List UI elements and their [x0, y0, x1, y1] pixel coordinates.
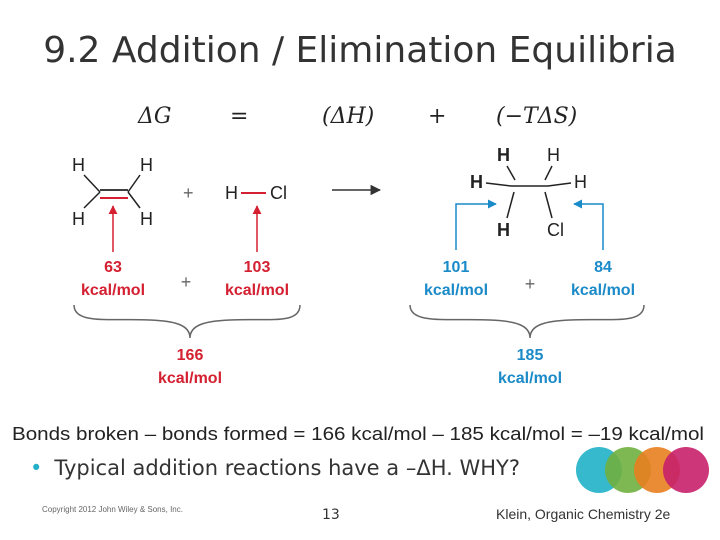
atom-cl: Cl [547, 220, 564, 240]
sum-unit: kcal/mol [497, 370, 563, 387]
energy-unit: kcal/mol [570, 282, 636, 299]
bond-line [128, 192, 140, 208]
atom-cl: Cl [270, 183, 287, 203]
bond-line [545, 192, 552, 218]
atom-h: H [497, 220, 510, 240]
bond-formed-arrow [574, 204, 603, 250]
slide-title: 9.2 Addition / Elimination Equilibria [43, 30, 677, 71]
atom-h: H [72, 155, 85, 175]
bond-line [507, 166, 515, 180]
page-number: 13 [322, 507, 340, 523]
energy-unit: kcal/mol [80, 282, 146, 299]
bond-line [84, 175, 100, 192]
equals-sign: = [230, 104, 249, 129]
bond-line [128, 175, 140, 192]
bond-formed-arrow [456, 204, 496, 250]
atom-h: H [574, 172, 587, 192]
bond-line [548, 183, 571, 186]
bullet-marker-icon: • [30, 456, 43, 480]
left-sum-brace [74, 305, 300, 338]
bond-line [507, 192, 514, 218]
hcl-molecule [225, 183, 287, 203]
atom-h: H [547, 145, 560, 165]
delta-g-label: ΔG [138, 104, 172, 129]
circle-icon [663, 447, 709, 493]
sum-value: 166 [176, 347, 204, 364]
sum-value: 185 [516, 347, 544, 364]
bond-line [545, 166, 552, 180]
delta-h-term: (ΔH) [322, 104, 375, 129]
bullet-point [30, 456, 520, 480]
energy-value: 103 [243, 259, 271, 276]
plus-sign: + [428, 104, 447, 129]
energy-unit: kcal/mol [423, 282, 489, 299]
plus-sign: + [183, 183, 194, 203]
gibbs-equation [137, 104, 577, 129]
chloroethane-molecule [470, 145, 587, 240]
right-sum-brace [410, 305, 644, 338]
atom-h: H [497, 145, 510, 165]
plus-sign: + [180, 272, 192, 292]
energy-value: 63 [104, 259, 122, 276]
footer-reference: Klein, Organic Chemistry 2e [496, 506, 671, 522]
atom-h: H [140, 209, 153, 229]
copyright-text: Copyright 2012 John Wiley & Sons, Inc. [42, 505, 183, 514]
atom-h: H [225, 183, 238, 203]
bond-line [84, 192, 100, 208]
sum-unit: kcal/mol [157, 370, 223, 387]
energy-value: 84 [594, 259, 612, 276]
atom-h: H [140, 155, 153, 175]
bullet-text: Typical addition reactions have a –ΔH. WHY? [54, 456, 520, 480]
bond-energy-summary: Bonds broken – bonds formed = 166 kcal/mol – 185 kcal/mol = –19 kcal/mol [12, 424, 704, 444]
plus-sign: + [524, 274, 536, 294]
energy-unit: kcal/mol [224, 282, 290, 299]
atom-h: H [470, 172, 483, 192]
energy-value: 101 [442, 259, 470, 276]
atom-h: H [72, 209, 85, 229]
entropy-term: (−TΔS) [496, 104, 578, 129]
bond-line [486, 183, 511, 186]
decorative-circles [576, 447, 710, 493]
